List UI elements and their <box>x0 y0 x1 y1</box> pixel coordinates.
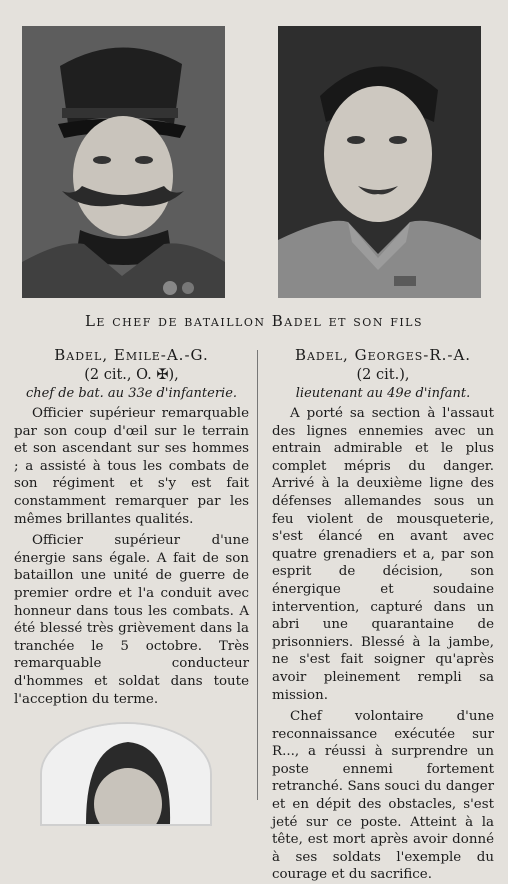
father-citation-paragraph-1: Officier supérieur remarquable par son coup d'œil sur le terrain et son ascendant sur ses hommes ; a assisté à tous les combats de son régiment et s'y est fait constamment remarquer par les mêmes brillantes qualités. <box>14 406 249 527</box>
father-column <box>14 345 249 708</box>
father-citations: (2 cit., O. ✠), <box>84 367 179 383</box>
father-rank: chef de bat. au 33e d'infanterie. <box>25 386 238 401</box>
partial-portrait-image <box>42 724 210 824</box>
father-portrait-image <box>22 26 225 298</box>
son-name: Badel, Georges-R.-A. <box>294 346 472 364</box>
photo-caption: Le chef de bataillon Badel et son fils <box>84 312 424 330</box>
partial-portrait-photo <box>40 722 212 826</box>
son-citations: (2 cit.), <box>356 367 410 383</box>
father-name: Badel, Emile-A.-G. <box>54 346 209 364</box>
column-divider <box>257 350 258 800</box>
son-column <box>272 345 494 884</box>
portrait-father-photo <box>22 26 225 298</box>
son-portrait-image <box>278 26 481 298</box>
father-citation-paragraph-2: Officier supérieur d'une énergie sans égale. A fait de son bataillon une unité de guerre de premier ordre et l'a conduit avec honneur dans tous les combats. A été blessé très grièvement dans la tranchée le 5 octobre. Très remarquable conducteur d'hommes et soldat dans toute l'acception du terme. <box>14 533 249 707</box>
son-citation-paragraph-2: Chef volontaire d'une reconnaissance exécutée sur R..., a réussi à surprendre un poste ennemi fortement retranché. Sans souci du danger et en dépit des obstacles, s'est jeté sur ce poste. Atteint à la tête, est mort après avoir donné à ses soldats l'exemple du courage et du sacrifice. <box>272 709 494 883</box>
son-citation-paragraph-1: A porté sa section à l'assaut des lignes ennemies avec un entrain admirable et le plus complet mépris du danger. Arrivé à la deuxième ligne des défenses allemandes sous un feu violent de mousqueterie, s'est élancé en avant avec quatre grenadiers et a, par son esprit de décision, son énergique et soudaine intervention, capturé dans un abri une quarantaine de prisonniers. Blessé à la jambe, ne s'est fait soigner qu'après avoir pleinement rempli sa mission. <box>272 406 494 703</box>
son-rank: lieutenant au 49e d'infant. <box>295 386 471 401</box>
portrait-son-photo <box>278 26 481 298</box>
